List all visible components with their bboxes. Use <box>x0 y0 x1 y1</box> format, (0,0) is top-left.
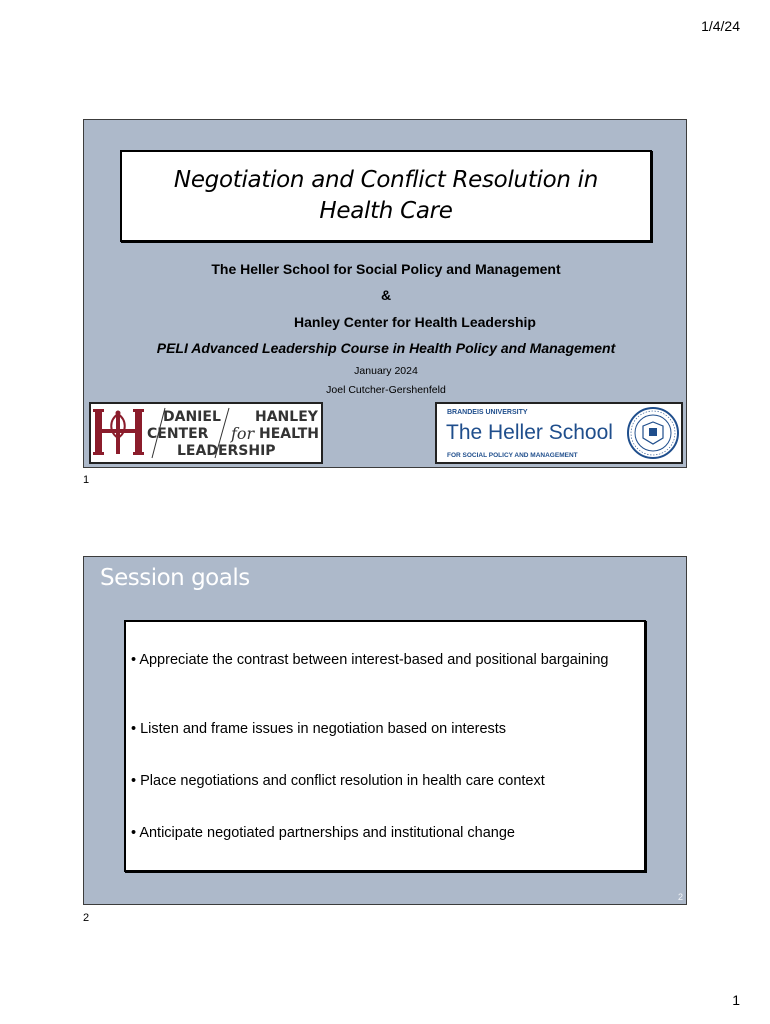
slide-2-corner-number: 2 <box>677 892 683 902</box>
logo-hanley-text: HANLEY <box>255 409 318 425</box>
heller-school-line: The Heller School for Social Policy and Management <box>211 261 561 277</box>
slide-2-number: 2 <box>83 912 90 924</box>
logo-brandeis-text: BRANDEIS UNIVERSITY <box>447 409 528 416</box>
logo-daniel-text: DANIEL <box>163 409 221 425</box>
hanley-logo-graphic <box>91 404 321 462</box>
hanley-center-logo <box>89 402 323 464</box>
logo-heller-name-text: The Heller School <box>446 421 613 444</box>
slide-2 <box>83 556 687 905</box>
peli-course-line: PELI Advanced Leadership Course in Health Policy and Management <box>156 340 616 356</box>
hanley-center-line: Hanley Center for Health Leadership <box>294 314 536 330</box>
heller-logo-graphic <box>437 404 681 462</box>
goal-item: • Appreciate the contrast between interest-based and positional bargaining <box>131 652 609 668</box>
logo-leadership-text: LEADERSHIP <box>177 443 276 459</box>
goal-item: • Listen and frame issues in negotiation based on interests <box>131 721 507 737</box>
goals-box <box>124 620 646 872</box>
title-line-2: Health Care <box>319 198 453 224</box>
ampersand-line: & <box>380 287 392 303</box>
title-box <box>120 150 652 242</box>
goal-text: Place negotiations and conflict resolution in health care context <box>140 773 545 789</box>
goal-item: • Anticipate negotiated partnerships and institutional change <box>131 825 515 841</box>
logo-center-text: CENTER <box>147 426 209 442</box>
logo-heller-sub-text: FOR SOCIAL POLICY AND MANAGEMENT <box>447 452 578 459</box>
presenter-name: Joel Cutcher-Gershenfeld <box>326 384 446 396</box>
slide-2-title: Session goals <box>100 565 250 591</box>
logo-health-text: HEALTH <box>259 426 319 442</box>
goal-text: Anticipate negotiated partnerships and institutional change <box>139 825 515 841</box>
slide-1 <box>83 119 687 468</box>
page-number: 1 <box>732 992 740 1008</box>
slide-1-title <box>166 165 606 227</box>
goal-item: • Place negotiations and conflict resolution in health care context <box>131 773 545 789</box>
heller-school-logo <box>435 402 683 464</box>
title-line-1: Negotiation and Conflict Resolution in <box>173 167 599 193</box>
logo-for-text: for <box>231 424 255 443</box>
hanley-h-mark-icon <box>93 409 144 455</box>
page-date: 1/4/24 <box>701 18 740 34</box>
goal-text: Listen and frame issues in negotiation based on interests <box>140 721 507 737</box>
presentation-date: January 2024 <box>354 365 418 377</box>
goal-text: Appreciate the contrast between interest-based and positional bargaining <box>139 652 609 668</box>
brandeis-seal-icon <box>628 408 678 458</box>
slide-1-number: 1 <box>83 474 90 486</box>
